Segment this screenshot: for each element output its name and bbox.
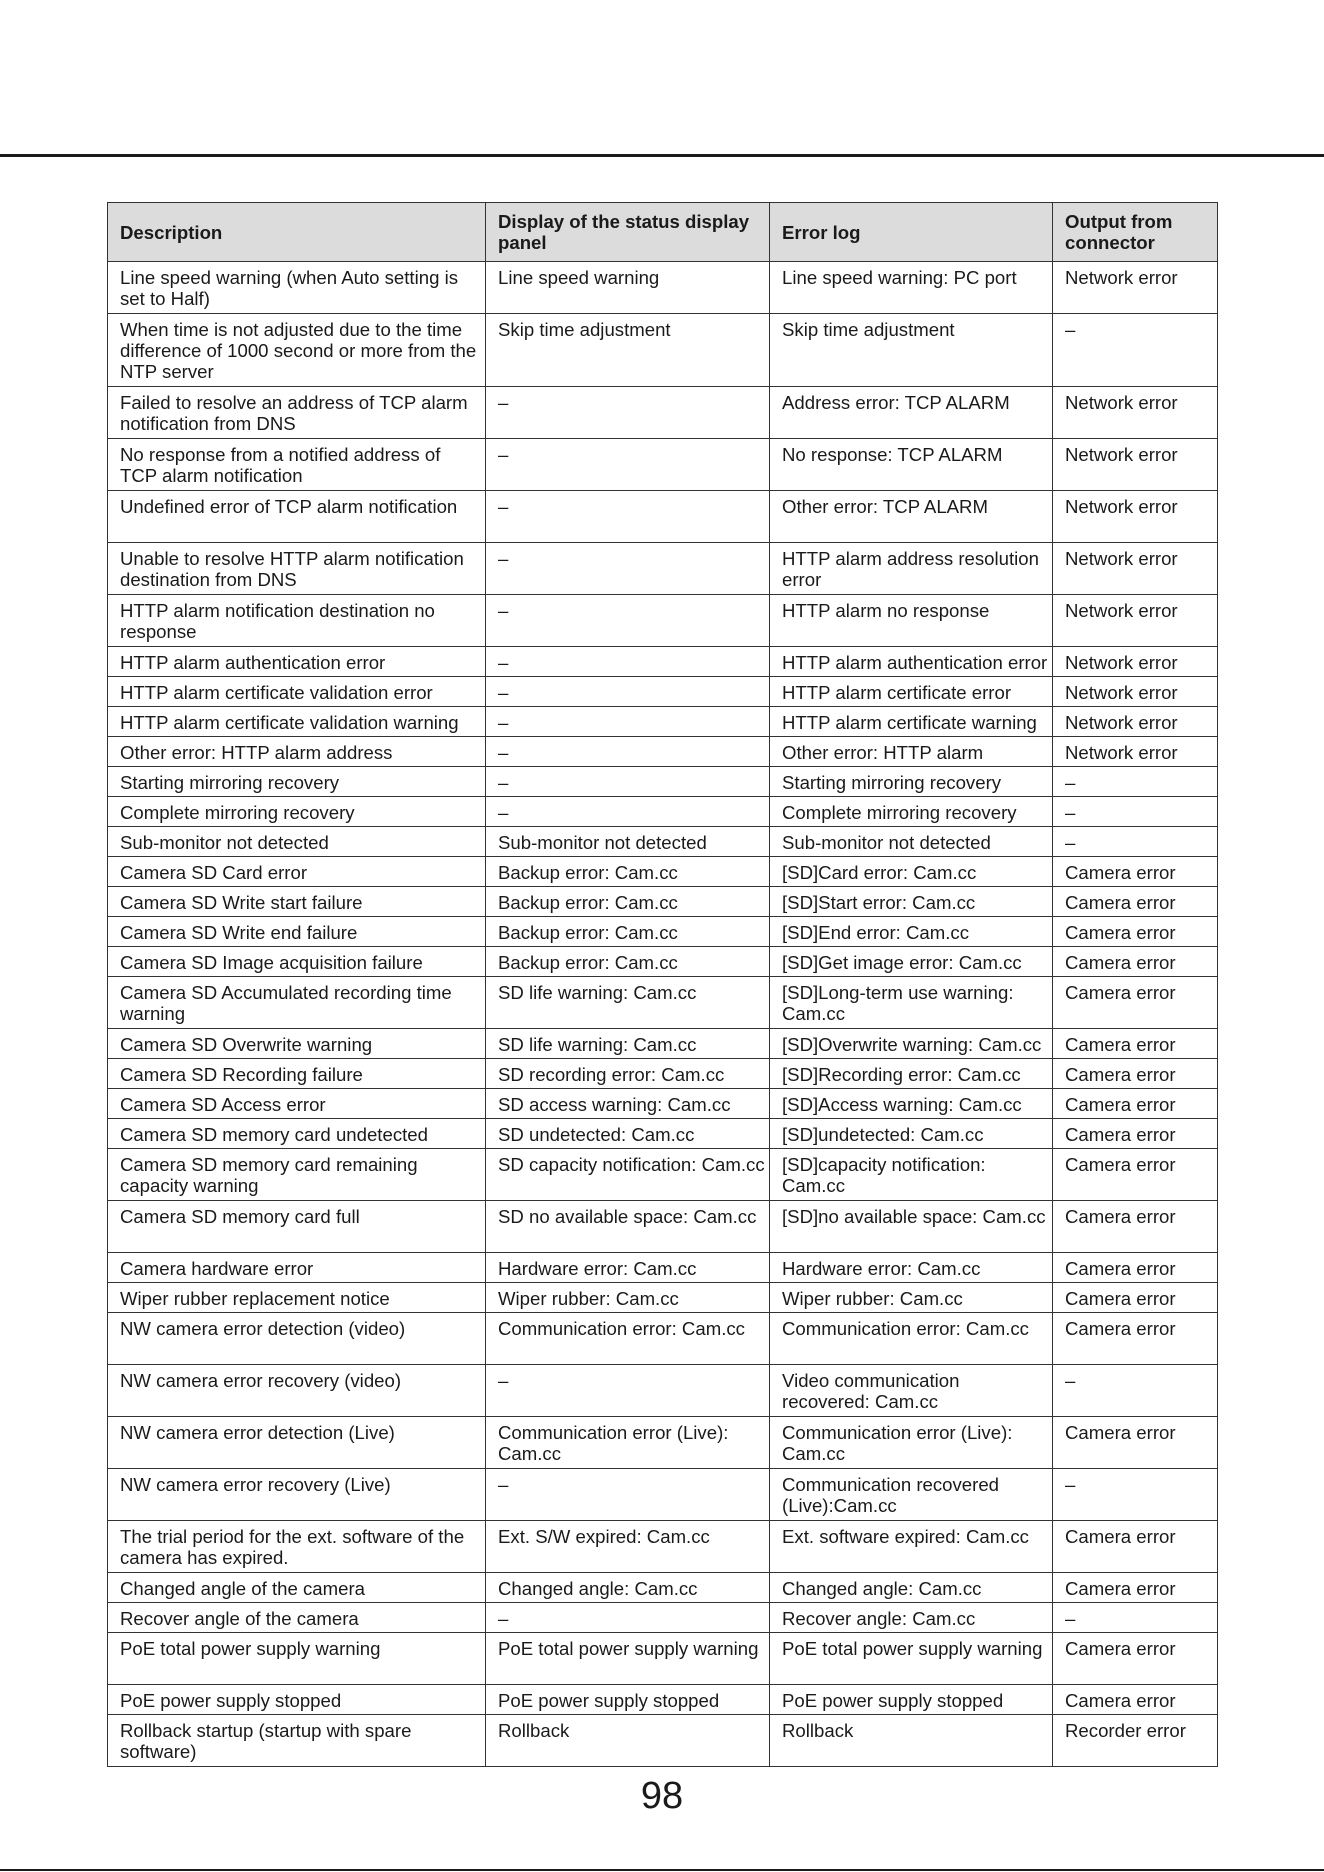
cell-status-display: PoE total power supply warning [486,1633,770,1685]
cell-connector-output: Camera error [1053,1253,1218,1283]
cell-status-display: – [486,647,770,677]
cell-connector-output: – [1053,1469,1218,1521]
cell-connector-output: – [1053,1603,1218,1633]
cell-error-log: [SD]Start error: Cam.cc [770,887,1053,917]
cell-description: HTTP alarm authentication error [108,647,486,677]
table-row [108,1283,1218,1313]
cell-error-log: Communication error: Cam.cc [770,1313,1053,1365]
cell-status-display: SD no available space: Cam.cc [486,1201,770,1253]
cell-description: Camera SD Image acquisition failure [108,947,486,977]
table-row [108,1253,1218,1283]
cell-description: Camera SD Overwrite warning [108,1029,486,1059]
table-row [108,595,1218,647]
table-row [108,977,1218,1029]
cell-connector-output: Camera error [1053,1149,1218,1201]
cell-description: Camera SD Write start failure [108,887,486,917]
cell-error-log: [SD]Get image error: Cam.cc [770,947,1053,977]
cell-error-log: Address error: TCP ALARM [770,387,1053,439]
table-row [108,647,1218,677]
cell-description: PoE total power supply warning [108,1633,486,1685]
footer-rule [0,1869,1324,1871]
cell-description: NW camera error detection (Live) [108,1417,486,1469]
cell-connector-output: Camera error [1053,1521,1218,1573]
cell-connector-output: – [1053,767,1218,797]
cell-status-display: Communication error (Live): Cam.cc [486,1417,770,1469]
cell-error-log: [SD]Overwrite warning: Cam.cc [770,1029,1053,1059]
cell-connector-output: Network error [1053,491,1218,543]
cell-connector-output: Camera error [1053,887,1218,917]
cell-connector-output: Camera error [1053,1119,1218,1149]
cell-error-log: [SD]Access warning: Cam.cc [770,1089,1053,1119]
cell-connector-output: Network error [1053,595,1218,647]
cell-status-display: Skip time adjustment [486,314,770,387]
cell-status-display: – [486,543,770,595]
cell-description: Camera SD memory card undetected [108,1119,486,1149]
table-row [108,917,1218,947]
cell-status-display: – [486,387,770,439]
cell-error-log: [SD]no available space: Cam.cc [770,1201,1053,1253]
cell-description: Rollback startup (startup with spare software) [108,1715,486,1767]
cell-error-log: HTTP alarm certificate error [770,677,1053,707]
cell-error-log: [SD]Long-term use warning: Cam.cc [770,977,1053,1029]
table-row [108,543,1218,595]
cell-error-log: [SD]Card error: Cam.cc [770,857,1053,887]
table-row [108,947,1218,977]
header-connector-output: Output from connector [1053,203,1218,262]
table-row [108,387,1218,439]
cell-connector-output: Camera error [1053,1685,1218,1715]
cell-connector-output: Network error [1053,707,1218,737]
cell-connector-output: Camera error [1053,1283,1218,1313]
table-row [108,887,1218,917]
cell-error-log: Hardware error: Cam.cc [770,1253,1053,1283]
cell-description: Failed to resolve an address of TCP alarm notification from DNS [108,387,486,439]
table-header-row [108,203,1218,262]
cell-status-display: SD capacity notification: Cam.cc [486,1149,770,1201]
cell-status-display: – [486,767,770,797]
cell-connector-output: Network error [1053,737,1218,767]
cell-error-log: No response: TCP ALARM [770,439,1053,491]
table-row [108,1119,1218,1149]
table-row [108,1715,1218,1767]
cell-error-log: Other error: HTTP alarm [770,737,1053,767]
cell-description: The trial period for the ext. software of the camera has expired. [108,1521,486,1573]
cell-description: Wiper rubber replacement notice [108,1283,486,1313]
cell-connector-output: Network error [1053,439,1218,491]
table-row [108,1029,1218,1059]
table-row [108,797,1218,827]
cell-description: Camera SD memory card full [108,1201,486,1253]
cell-error-log: HTTP alarm certificate warning [770,707,1053,737]
table-row [108,491,1218,543]
header-error-log: Error log [770,203,1053,262]
cell-connector-output: Network error [1053,387,1218,439]
cell-error-log: [SD]capacity notification: Cam.cc [770,1149,1053,1201]
cell-description: PoE power supply stopped [108,1685,486,1715]
cell-error-log: Skip time adjustment [770,314,1053,387]
table-row [108,857,1218,887]
table-row [108,707,1218,737]
cell-connector-output: – [1053,1365,1218,1417]
table-row [108,1059,1218,1089]
table-row [108,827,1218,857]
page-number: 98 [640,1775,684,1817]
cell-error-log: Line speed warning: PC port [770,262,1053,314]
cell-error-log: Communication error (Live): Cam.cc [770,1417,1053,1469]
cell-status-display: SD undetected: Cam.cc [486,1119,770,1149]
cell-status-display: Sub-monitor not detected [486,827,770,857]
cell-connector-output: Camera error [1053,857,1218,887]
cell-connector-output: Network error [1053,543,1218,595]
cell-error-log: Starting mirroring recovery [770,767,1053,797]
cell-description: NW camera error recovery (Live) [108,1469,486,1521]
cell-description: Camera SD Recording failure [108,1059,486,1089]
cell-status-display: Line speed warning [486,262,770,314]
cell-description: Starting mirroring recovery [108,767,486,797]
cell-status-display: SD life warning: Cam.cc [486,977,770,1029]
table-row [108,1365,1218,1417]
cell-connector-output: Camera error [1053,1029,1218,1059]
table-row [108,314,1218,387]
cell-status-display: – [486,439,770,491]
cell-description: Undefined error of TCP alarm notification [108,491,486,543]
table-row [108,1089,1218,1119]
cell-status-display: Backup error: Cam.cc [486,917,770,947]
cell-connector-output: Camera error [1053,1201,1218,1253]
cell-connector-output: Camera error [1053,1059,1218,1089]
cell-connector-output: Camera error [1053,1633,1218,1685]
cell-error-log: PoE power supply stopped [770,1685,1053,1715]
cell-connector-output: Camera error [1053,1573,1218,1603]
table-row [108,1201,1218,1253]
cell-description: Complete mirroring recovery [108,797,486,827]
cell-status-display: – [486,707,770,737]
cell-connector-output: Network error [1053,677,1218,707]
cell-description: HTTP alarm certificate validation error [108,677,486,707]
cell-error-log: Recover angle: Cam.cc [770,1603,1053,1633]
cell-connector-output: – [1053,797,1218,827]
cell-error-log: Other error: TCP ALARM [770,491,1053,543]
header-description: Description [108,203,486,262]
cell-description: Other error: HTTP alarm address [108,737,486,767]
table-row [108,767,1218,797]
table-row [108,1313,1218,1365]
cell-status-display: Backup error: Cam.cc [486,857,770,887]
cell-connector-output: Network error [1053,647,1218,677]
cell-status-display: – [486,1365,770,1417]
header-rule [0,154,1324,157]
cell-status-display: Hardware error: Cam.cc [486,1253,770,1283]
cell-description: NW camera error detection (video) [108,1313,486,1365]
table-row [108,1469,1218,1521]
cell-connector-output: – [1053,827,1218,857]
cell-connector-output: Camera error [1053,917,1218,947]
table-row [108,1521,1218,1573]
cell-description: NW camera error recovery (video) [108,1365,486,1417]
cell-status-display: SD recording error: Cam.cc [486,1059,770,1089]
table-row [108,262,1218,314]
cell-error-log: [SD]Recording error: Cam.cc [770,1059,1053,1089]
cell-description: When time is not adjusted due to the time difference of 1000 second or more from the NTP server [108,314,486,387]
table-row [108,677,1218,707]
cell-error-log: Rollback [770,1715,1053,1767]
cell-status-display: Wiper rubber: Cam.cc [486,1283,770,1313]
table-row [108,1685,1218,1715]
cell-status-display: Changed angle: Cam.cc [486,1573,770,1603]
cell-description: HTTP alarm certificate validation warning [108,707,486,737]
cell-status-display: – [486,1603,770,1633]
cell-description: Camera SD Write end failure [108,917,486,947]
table-row [108,1417,1218,1469]
cell-status-display: – [486,595,770,647]
cell-error-log: [SD]End error: Cam.cc [770,917,1053,947]
cell-error-log: HTTP alarm no response [770,595,1053,647]
cell-description: Line speed warning (when Auto setting is set to Half) [108,262,486,314]
cell-status-display: Backup error: Cam.cc [486,947,770,977]
table-row [108,1633,1218,1685]
cell-description: Camera SD Card error [108,857,486,887]
cell-status-display: Communication error: Cam.cc [486,1313,770,1365]
cell-description: Changed angle of the camera [108,1573,486,1603]
cell-description: Camera hardware error [108,1253,486,1283]
cell-description: Camera SD Accumulated recording time warning [108,977,486,1029]
cell-connector-output: Recorder error [1053,1715,1218,1767]
cell-status-display: Ext. S/W expired: Cam.cc [486,1521,770,1573]
cell-status-display: Backup error: Cam.cc [486,887,770,917]
cell-error-log: PoE total power supply warning [770,1633,1053,1685]
cell-error-log: Sub-monitor not detected [770,827,1053,857]
cell-connector-output: Camera error [1053,977,1218,1029]
table-row [108,1149,1218,1201]
cell-error-log: Video communication recovered: Cam.cc [770,1365,1053,1417]
cell-error-log: Wiper rubber: Cam.cc [770,1283,1053,1313]
cell-status-display: – [486,1469,770,1521]
cell-error-log: HTTP alarm authentication error [770,647,1053,677]
cell-error-log: Communication recovered (Live):Cam.cc [770,1469,1053,1521]
table-row [108,1573,1218,1603]
cell-description: Unable to resolve HTTP alarm notification destination from DNS [108,543,486,595]
cell-status-display: – [486,491,770,543]
cell-connector-output: – [1053,314,1218,387]
cell-connector-output: Camera error [1053,947,1218,977]
table-row [108,1603,1218,1633]
error-table [107,202,1218,1767]
cell-status-display: – [486,677,770,707]
table-row [108,439,1218,491]
table-body [108,262,1218,1767]
cell-description: Camera SD memory card remaining capacity warning [108,1149,486,1201]
cell-status-display: – [486,737,770,767]
cell-connector-output: Camera error [1053,1089,1218,1119]
header-status-display: Display of the status display panel [486,203,770,262]
cell-error-log: Complete mirroring recovery [770,797,1053,827]
cell-error-log: Changed angle: Cam.cc [770,1573,1053,1603]
cell-error-log: [SD]undetected: Cam.cc [770,1119,1053,1149]
cell-description: No response from a notified address of TCP alarm notification [108,439,486,491]
cell-description: Recover angle of the camera [108,1603,486,1633]
cell-status-display: PoE power supply stopped [486,1685,770,1715]
cell-status-display: SD life warning: Cam.cc [486,1029,770,1059]
table-row [108,737,1218,767]
cell-status-display: SD access warning: Cam.cc [486,1089,770,1119]
cell-connector-output: Camera error [1053,1313,1218,1365]
cell-error-log: HTTP alarm address resolution error [770,543,1053,595]
cell-connector-output: Network error [1053,262,1218,314]
cell-description: HTTP alarm notification destination no response [108,595,486,647]
cell-status-display: – [486,797,770,827]
cell-connector-output: Camera error [1053,1417,1218,1469]
cell-error-log: Ext. software expired: Cam.cc [770,1521,1053,1573]
cell-description: Sub-monitor not detected [108,827,486,857]
cell-status-display: Rollback [486,1715,770,1767]
cell-description: Camera SD Access error [108,1089,486,1119]
